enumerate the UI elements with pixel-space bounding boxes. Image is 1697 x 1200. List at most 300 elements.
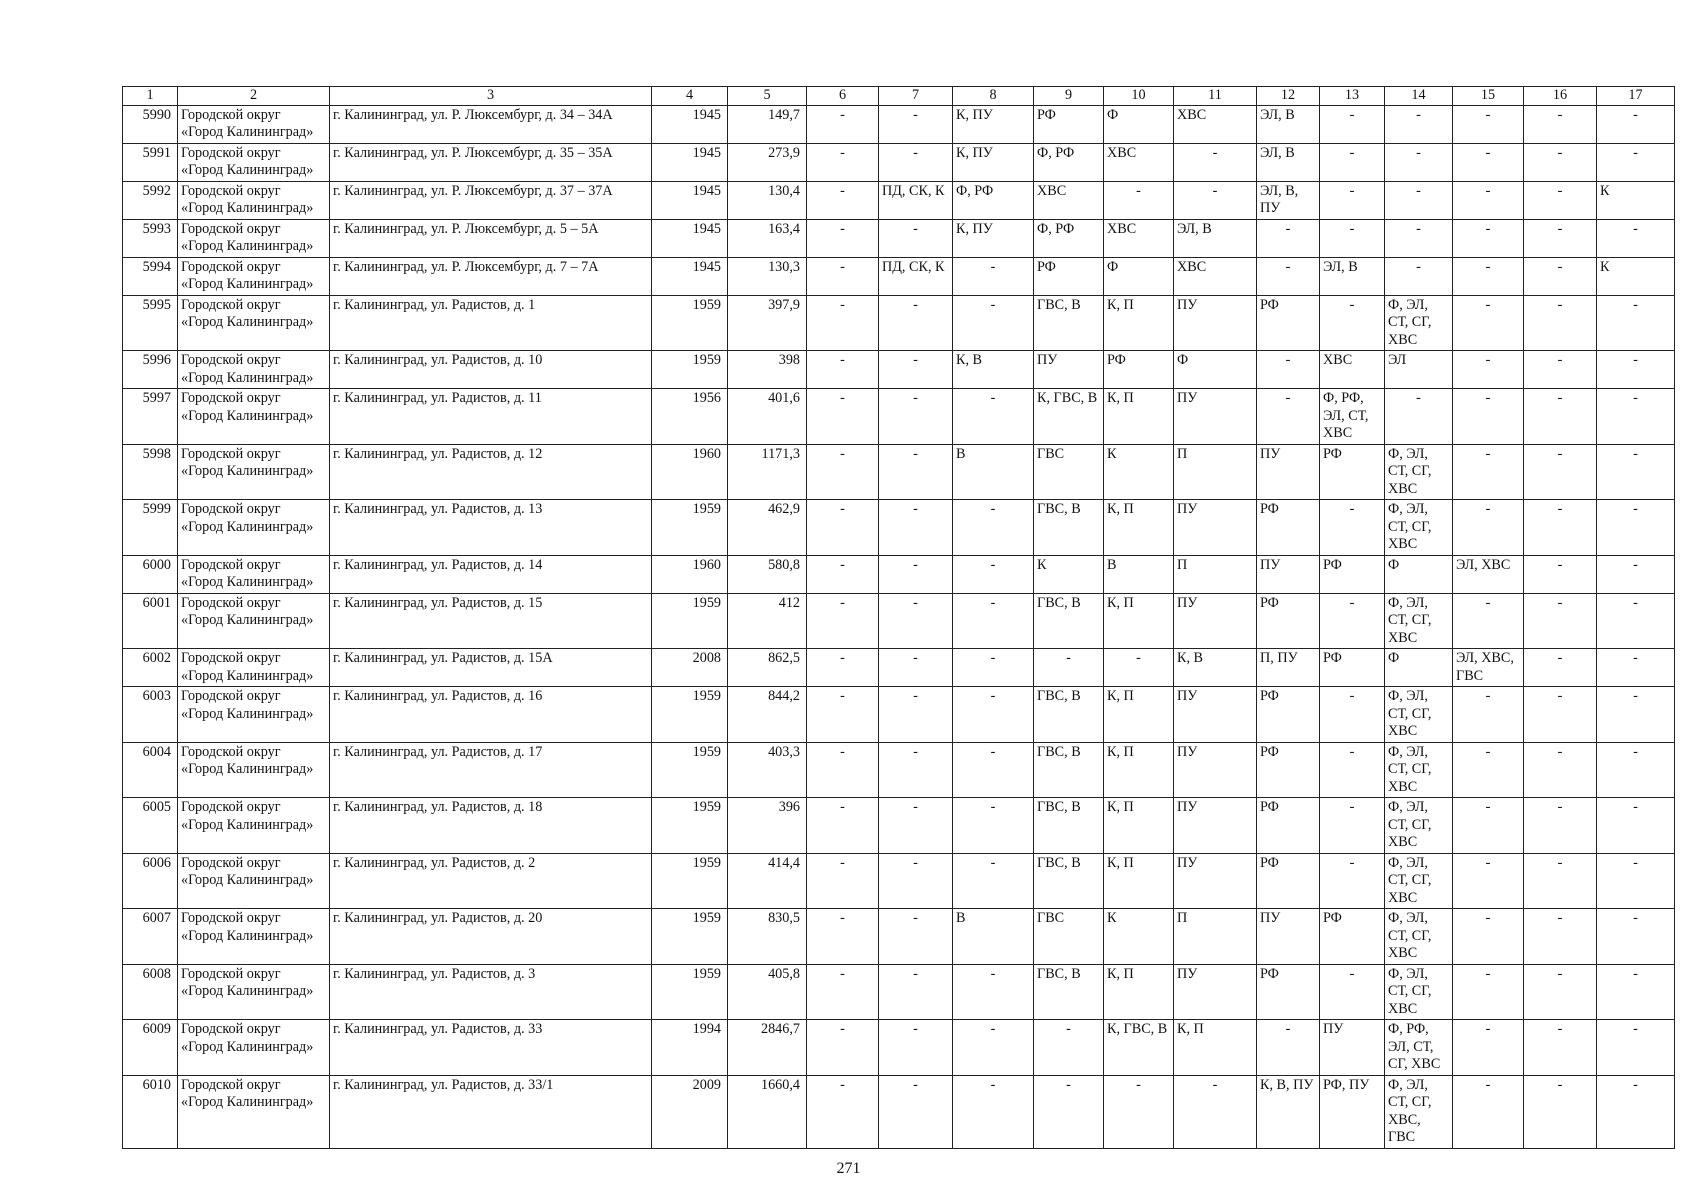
table-cell-col-13: РФ [1320,649,1385,687]
table-cell-col-6: - [807,1075,879,1148]
table-cell-col-1: 6008 [123,964,178,1020]
table-cell-col-12: РФ [1257,687,1320,743]
table-cell-col-2: Городской округ «Город Калининград» [178,687,330,743]
table-row [123,389,1675,445]
table-cell-col-2: Городской округ «Город Калининград» [178,105,330,143]
table-cell-col-14: - [1385,219,1453,257]
table-cell-col-2: Городской округ «Город Калининград» [178,181,330,219]
column-header-6: 6 [807,87,879,106]
table-cell-col-14: Ф, РФ, ЭЛ, СТ, СГ, ХВС [1385,1020,1453,1076]
table-cell-col-12: РФ [1257,500,1320,556]
table-cell-col-14: Ф, ЭЛ, СТ, СГ, ХВС [1385,444,1453,500]
table-cell-col-13: ПУ [1320,1020,1385,1076]
column-header-10: 10 [1104,87,1174,106]
table-cell-col-16: - [1524,219,1597,257]
table-cell-col-1: 6002 [123,649,178,687]
table-cell-col-14: Ф, ЭЛ, СТ, СГ, ХВС [1385,909,1453,965]
table-cell-col-8: В [953,444,1034,500]
table-cell-col-17: - [1597,798,1675,854]
table-cell-col-16: - [1524,1020,1597,1076]
table-cell-col-4: 1960 [652,444,728,500]
table-cell-col-16: - [1524,351,1597,389]
table-cell-col-1: 6010 [123,1075,178,1148]
table-cell-col-8: - [953,649,1034,687]
table-cell-col-6: - [807,555,879,593]
table-cell-col-11: - [1174,143,1257,181]
table-cell-col-2: Городской округ «Город Калининград» [178,1075,330,1148]
table-cell-col-10: - [1104,649,1174,687]
table-cell-col-10: К, П [1104,742,1174,798]
table-cell-col-12: - [1257,257,1320,295]
column-header-12: 12 [1257,87,1320,106]
table-cell-col-2: Городской округ «Город Калининград» [178,444,330,500]
table-cell-col-17: - [1597,105,1675,143]
table-cell-col-9: - [1034,649,1104,687]
table-cell-col-13: - [1320,143,1385,181]
table-cell-col-2: Городской округ «Город Калининград» [178,742,330,798]
table-cell-col-15: - [1453,219,1524,257]
table-cell-col-11: К, В [1174,649,1257,687]
table-cell-col-15: - [1453,909,1524,965]
column-header-9: 9 [1034,87,1104,106]
table-cell-col-13: Ф, РФ, ЭЛ, СТ, ХВС [1320,389,1385,445]
table-cell-col-6: - [807,687,879,743]
table-cell-col-15: - [1453,798,1524,854]
table-cell-col-16: - [1524,181,1597,219]
table-cell-col-12: ПУ [1257,909,1320,965]
table-cell-col-10: К, П [1104,853,1174,909]
table-row [123,500,1675,556]
table-cell-col-11: - [1174,1075,1257,1148]
table-cell-col-8: - [953,1075,1034,1148]
table-cell-col-14: Ф, ЭЛ, СТ, СГ, ХВС [1385,742,1453,798]
table-cell-col-6: - [807,295,879,351]
table-cell-col-11: К, П [1174,1020,1257,1076]
table-cell-col-11: ПУ [1174,964,1257,1020]
table-cell-col-9: ГВС, В [1034,687,1104,743]
table-cell-col-13: - [1320,105,1385,143]
table-cell-col-4: 1945 [652,181,728,219]
table-row [123,219,1675,257]
table-cell-col-9: ГВС, В [1034,853,1104,909]
table-cell-col-1: 5993 [123,219,178,257]
table-cell-col-6: - [807,798,879,854]
column-header-13: 13 [1320,87,1385,106]
table-cell-col-11: ПУ [1174,389,1257,445]
table-cell-col-11: ПУ [1174,687,1257,743]
table-cell-col-12: - [1257,1020,1320,1076]
table-cell-col-2: Городской округ «Город Калининград» [178,555,330,593]
table-cell-col-14: - [1385,257,1453,295]
table-cell-col-9: РФ [1034,105,1104,143]
page-number: 271 [836,1160,861,1177]
table-cell-col-1: 6006 [123,853,178,909]
table-row [123,909,1675,965]
table-cell-col-15: - [1453,181,1524,219]
table-cell-col-3: г. Калининград, ул. Р. Люксембург, д. 7 – 7А [330,257,652,295]
table-cell-col-3: г. Калининград, ул. Р. Люксембург, д. 34 – 34А [330,105,652,143]
table-cell-col-16: - [1524,143,1597,181]
table-cell-col-7: ПД, СК, К [879,181,953,219]
table-cell-col-13: - [1320,593,1385,649]
table-cell-col-16: - [1524,742,1597,798]
table-cell-col-16: - [1524,444,1597,500]
table-cell-col-11: ХВС [1174,105,1257,143]
table-cell-col-8: К, ПУ [953,105,1034,143]
table-cell-col-16: - [1524,257,1597,295]
table-cell-col-15: - [1453,143,1524,181]
table-cell-col-3: г. Калининград, ул. Радистов, д. 33/1 [330,1075,652,1148]
table-cell-col-10: РФ [1104,351,1174,389]
table-cell-col-2: Городской округ «Город Калининград» [178,219,330,257]
table-cell-col-5: 130,4 [728,181,807,219]
table-row [123,687,1675,743]
table-cell-col-9: К, ГВС, В [1034,389,1104,445]
table-cell-col-12: ЭЛ, В [1257,105,1320,143]
table-cell-col-13: РФ [1320,555,1385,593]
table-cell-col-14: - [1385,389,1453,445]
table-cell-col-8: К, ПУ [953,219,1034,257]
table-cell-col-7: - [879,593,953,649]
table-cell-col-9: ГВС, В [1034,295,1104,351]
table-cell-col-4: 1959 [652,798,728,854]
table-row [123,105,1675,143]
table-cell-col-9: Ф, РФ [1034,219,1104,257]
table-cell-col-10: - [1104,1075,1174,1148]
table-cell-col-11: ПУ [1174,742,1257,798]
table-cell-col-1: 6004 [123,742,178,798]
table-cell-col-6: - [807,1020,879,1076]
table-cell-col-7: ПД, СК, К [879,257,953,295]
table-cell-col-17: - [1597,143,1675,181]
table-cell-col-15: - [1453,500,1524,556]
table-cell-col-3: г. Калининград, ул. Радистов, д. 1 [330,295,652,351]
table-cell-col-17: - [1597,555,1675,593]
table-cell-col-9: - [1034,1075,1104,1148]
table-cell-col-6: - [807,351,879,389]
table-cell-col-12: - [1257,389,1320,445]
table-cell-col-11: П [1174,444,1257,500]
table-row [123,257,1675,295]
table-cell-col-10: ХВС [1104,143,1174,181]
table-cell-col-16: - [1524,1075,1597,1148]
table-cell-col-2: Городской округ «Город Калининград» [178,909,330,965]
table-cell-col-4: 1959 [652,909,728,965]
table-cell-col-6: - [807,649,879,687]
column-header-17: 17 [1597,87,1675,106]
table-cell-col-3: г. Калининград, ул. Радистов, д. 11 [330,389,652,445]
table-cell-col-7: - [879,389,953,445]
table-cell-col-3: г. Калининград, ул. Радистов, д. 10 [330,351,652,389]
table-cell-col-10: К, П [1104,798,1174,854]
table-cell-col-15: - [1453,1075,1524,1148]
table-cell-col-5: 462,9 [728,500,807,556]
table-cell-col-16: - [1524,798,1597,854]
table-cell-col-3: г. Калининград, ул. Радистов, д. 3 [330,964,652,1020]
table-cell-col-5: 163,4 [728,219,807,257]
table-cell-col-5: 401,6 [728,389,807,445]
table-cell-col-17: - [1597,1075,1675,1148]
table-cell-col-15: - [1453,257,1524,295]
table-cell-col-14: Ф, ЭЛ, СТ, СГ, ХВС [1385,853,1453,909]
table-cell-col-17: К [1597,181,1675,219]
table-cell-col-9: ГВС, В [1034,964,1104,1020]
table-cell-col-9: Ф, РФ [1034,143,1104,181]
table-cell-col-1: 6009 [123,1020,178,1076]
table-cell-col-10: К, П [1104,964,1174,1020]
table-cell-col-10: К, П [1104,687,1174,743]
table-cell-col-17: - [1597,593,1675,649]
table-cell-col-2: Городской округ «Город Калининград» [178,351,330,389]
table-cell-col-7: - [879,295,953,351]
table-cell-col-1: 5999 [123,500,178,556]
table-cell-col-10: К [1104,909,1174,965]
table-cell-col-11: П [1174,909,1257,965]
table-cell-col-9: ГВС, В [1034,500,1104,556]
table-cell-col-14: Ф, ЭЛ, СТ, СГ, ХВС [1385,798,1453,854]
table-cell-col-15: - [1453,105,1524,143]
table-row [123,555,1675,593]
table-row [123,742,1675,798]
table-cell-col-2: Городской округ «Город Калининград» [178,593,330,649]
table-cell-col-5: 130,3 [728,257,807,295]
table-cell-col-15: - [1453,687,1524,743]
table-cell-col-1: 5998 [123,444,178,500]
table-cell-col-2: Городской округ «Город Калининград» [178,295,330,351]
table-cell-col-5: 1171,3 [728,444,807,500]
table-cell-col-10: Ф [1104,257,1174,295]
table-cell-col-1: 5997 [123,389,178,445]
table-cell-col-13: ЭЛ, В [1320,257,1385,295]
table-cell-col-11: ПУ [1174,500,1257,556]
table-cell-col-14: - [1385,143,1453,181]
table-cell-col-12: ПУ [1257,444,1320,500]
table-cell-col-16: - [1524,295,1597,351]
table-cell-col-10: К, П [1104,389,1174,445]
table-cell-col-1: 6000 [123,555,178,593]
table-cell-col-16: - [1524,389,1597,445]
table-cell-col-3: г. Калининград, ул. Радистов, д. 12 [330,444,652,500]
table-cell-col-12: РФ [1257,853,1320,909]
table-cell-col-7: - [879,1075,953,1148]
table-cell-col-4: 2009 [652,1075,728,1148]
table-cell-col-7: - [879,555,953,593]
table-cell-col-3: г. Калининград, ул. Радистов, д. 2 [330,853,652,909]
table-cell-col-3: г. Калининград, ул. Радистов, д. 18 [330,798,652,854]
table-cell-col-2: Городской округ «Город Калининград» [178,1020,330,1076]
table-cell-col-8: - [953,295,1034,351]
table-cell-col-8: - [953,964,1034,1020]
table-row [123,649,1675,687]
table-cell-col-6: - [807,909,879,965]
table-cell-col-4: 1960 [652,555,728,593]
table-cell-col-13: - [1320,500,1385,556]
table-cell-col-14: - [1385,105,1453,143]
table-cell-col-17: - [1597,964,1675,1020]
table-cell-col-13: - [1320,853,1385,909]
table-row [123,593,1675,649]
table-cell-col-7: - [879,1020,953,1076]
table-cell-col-17: - [1597,1020,1675,1076]
table-cell-col-5: 398 [728,351,807,389]
column-header-15: 15 [1453,87,1524,106]
table-cell-col-6: - [807,143,879,181]
table-cell-col-17: - [1597,649,1675,687]
table-cell-col-15: - [1453,351,1524,389]
table-cell-col-15: - [1453,964,1524,1020]
table-cell-col-9: РФ [1034,257,1104,295]
table-cell-col-14: Ф, ЭЛ, СТ, СГ, ХВС, ГВС [1385,1075,1453,1148]
table-cell-col-14: Ф, ЭЛ, СТ, СГ, ХВС [1385,687,1453,743]
table-cell-col-7: - [879,105,953,143]
table-cell-col-8: Ф, РФ [953,181,1034,219]
table-cell-col-14: - [1385,181,1453,219]
table-cell-col-16: - [1524,687,1597,743]
table-cell-col-8: - [953,687,1034,743]
column-header-16: 16 [1524,87,1597,106]
table-cell-col-2: Городской округ «Город Калининград» [178,649,330,687]
table-row [123,351,1675,389]
table-cell-col-5: 273,9 [728,143,807,181]
table-cell-col-4: 1959 [652,351,728,389]
table-cell-col-10: - [1104,181,1174,219]
column-header-11: 11 [1174,87,1257,106]
table-cell-col-14: ЭЛ [1385,351,1453,389]
table-cell-col-7: - [879,687,953,743]
table-cell-col-2: Городской округ «Город Калининград» [178,853,330,909]
column-header-5: 5 [728,87,807,106]
table-cell-col-15: - [1453,295,1524,351]
table-cell-col-1: 5995 [123,295,178,351]
table-cell-col-4: 1959 [652,687,728,743]
table-cell-col-8: - [953,798,1034,854]
table-cell-col-16: - [1524,500,1597,556]
table-cell-col-6: - [807,853,879,909]
table-cell-col-9: ГВС [1034,444,1104,500]
table-cell-col-4: 1945 [652,219,728,257]
table-cell-col-10: К [1104,444,1174,500]
table-cell-col-16: - [1524,853,1597,909]
table-cell-col-14: Ф, ЭЛ, СТ, СГ, ХВС [1385,295,1453,351]
table-cell-col-5: 412 [728,593,807,649]
table-cell-col-4: 1959 [652,500,728,556]
table-cell-col-8: - [953,742,1034,798]
table-cell-col-8: - [953,500,1034,556]
table-cell-col-13: РФ [1320,444,1385,500]
table-cell-col-16: - [1524,555,1597,593]
table-cell-col-10: К, П [1104,295,1174,351]
table-cell-col-11: ПУ [1174,295,1257,351]
table-cell-col-17: - [1597,909,1675,965]
table-row [123,1020,1675,1076]
table-cell-col-5: 1660,4 [728,1075,807,1148]
table-cell-col-6: - [807,500,879,556]
table-row [123,964,1675,1020]
table-cell-col-17: - [1597,219,1675,257]
table-cell-col-13: РФ, ПУ [1320,1075,1385,1148]
table-cell-col-16: - [1524,964,1597,1020]
table-cell-col-3: г. Калининград, ул. Р. Люксембург, д. 37 – 37А [330,181,652,219]
table-cell-col-2: Городской округ «Город Калининград» [178,798,330,854]
table-cell-col-5: 580,8 [728,555,807,593]
table-cell-col-7: - [879,219,953,257]
table-cell-col-4: 1994 [652,1020,728,1076]
column-header-1: 1 [123,87,178,106]
table-cell-col-5: 149,7 [728,105,807,143]
table-cell-col-15: ЭЛ, ХВС, ГВС [1453,649,1524,687]
table-cell-col-12: ПУ [1257,555,1320,593]
table-cell-col-11: ПУ [1174,798,1257,854]
table-cell-col-1: 6003 [123,687,178,743]
table-cell-col-6: - [807,444,879,500]
table-cell-col-11: ПУ [1174,593,1257,649]
table-cell-col-6: - [807,389,879,445]
table-cell-col-8: К, ПУ [953,143,1034,181]
table-cell-col-10: ХВС [1104,219,1174,257]
table-cell-col-3: г. Калининград, ул. Радистов, д. 14 [330,555,652,593]
table-cell-col-4: 1945 [652,105,728,143]
column-number-header-row [123,87,1675,106]
table-cell-col-17: К [1597,257,1675,295]
table-cell-col-7: - [879,798,953,854]
table-cell-col-5: 396 [728,798,807,854]
table-cell-col-4: 2008 [652,649,728,687]
table-cell-col-9: К [1034,555,1104,593]
table-cell-col-10: Ф [1104,105,1174,143]
table-cell-col-13: - [1320,798,1385,854]
table-cell-col-5: 403,3 [728,742,807,798]
table-cell-col-12: РФ [1257,593,1320,649]
table-cell-col-8: - [953,555,1034,593]
building-registry-table [122,86,1675,1149]
table-row [123,143,1675,181]
table-cell-col-13: РФ [1320,909,1385,965]
table-cell-col-4: 1945 [652,143,728,181]
column-header-4: 4 [652,87,728,106]
table-cell-col-11: ПУ [1174,853,1257,909]
table-cell-col-7: - [879,143,953,181]
table-cell-col-7: - [879,500,953,556]
table-cell-col-8: В [953,909,1034,965]
table-cell-col-1: 5996 [123,351,178,389]
table-cell-col-13: ХВС [1320,351,1385,389]
table-cell-col-7: - [879,742,953,798]
table-cell-col-13: - [1320,295,1385,351]
table-row [123,798,1675,854]
table-cell-col-1: 5994 [123,257,178,295]
table-cell-col-13: - [1320,964,1385,1020]
table-cell-col-6: - [807,181,879,219]
table-cell-col-8: - [953,257,1034,295]
table-cell-col-8: - [953,593,1034,649]
table-cell-col-7: - [879,964,953,1020]
table-cell-col-15: - [1453,853,1524,909]
table-cell-col-9: ПУ [1034,351,1104,389]
table-cell-col-8: - [953,389,1034,445]
table-cell-col-1: 6001 [123,593,178,649]
table-cell-col-3: г. Калининград, ул. Р. Люксембург, д. 35 – 35А [330,143,652,181]
table-cell-col-12: ЭЛ, В, ПУ [1257,181,1320,219]
table-cell-col-7: - [879,649,953,687]
table-cell-col-8: - [953,853,1034,909]
table-cell-col-12: - [1257,351,1320,389]
table-cell-col-3: г. Калининград, ул. Р. Люксембург, д. 5 – 5А [330,219,652,257]
table-cell-col-3: г. Калининград, ул. Радистов, д. 33 [330,1020,652,1076]
table-cell-col-6: - [807,964,879,1020]
table-cell-col-14: Ф, ЭЛ, СТ, СГ, ХВС [1385,500,1453,556]
table-cell-col-8: - [953,1020,1034,1076]
table-cell-col-4: 1945 [652,257,728,295]
